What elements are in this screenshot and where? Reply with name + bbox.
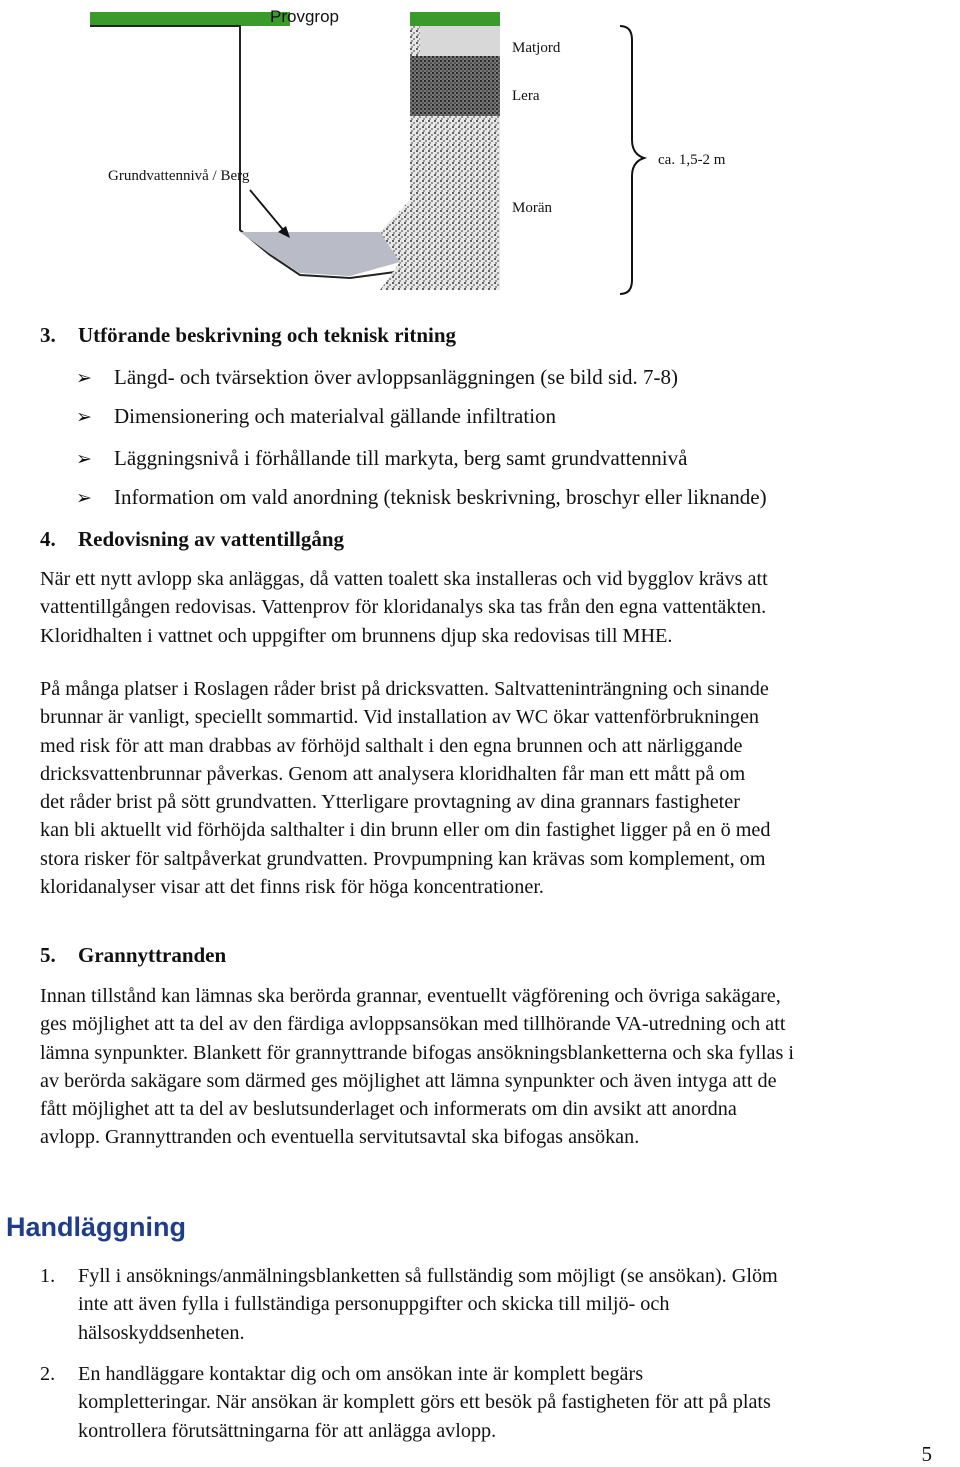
section-4-number: 4. (40, 527, 56, 551)
bullet-text: Information om vald anordning (teknisk beskrivning, broschyr eller liknande) (114, 485, 767, 509)
list-item-number: 1. (40, 1265, 56, 1287)
bullet-item (76, 403, 556, 430)
section-4-paragraph-2: På många platser i Roslagen råder brist på dricksvatten. Saltvatteninträngning och sinande brunnar är vanligt, speciellt sommartid. Vid installation av WC ökar vattenförbrukningen med risk för att man drabbas av förhöjd salthalt i den egna brunnen och att närliggande dricksvattenbrunnar påverkas. Genom att analysera kloridhalten får man ett mått på om det råder brist på sött grundvatten. Ytterligare provtagning av dina grannars fastigheter kan bli aktuellt vid förhöjda salthalter i din brunn eller om din fastighet ligger på en ö med stora risker för saltpåverkat grundvatten. Provpumpning kan krävas som komplement, om kloridanalyser visar att det finns risk för höga koncentrationer. (40, 678, 771, 899)
lera-layer (410, 56, 500, 116)
grass-left (90, 12, 290, 26)
depth-brace (620, 26, 644, 294)
water-area (240, 232, 400, 276)
arrow-bullet-icon: ➢ (76, 367, 92, 389)
bullet-item (76, 364, 678, 391)
section-4-paragraph-1: När ett nytt avlopp ska anläggas, då vatten toalett ska installeras och vid bygglov krävs att vattentillgången redovisas. Vattenprov för kloridanalys ska tas från den egna vattentäkten. Kloridhalten i vattnet och uppgifter om brunnens djup ska redovisas till MHE. (40, 568, 768, 647)
section-4-heading (40, 526, 344, 552)
section-5-number: 5. (40, 943, 56, 967)
label-moran: Morän (512, 200, 552, 216)
section-3-number: 3. (40, 323, 56, 347)
soil-profile-diagram (80, 0, 800, 300)
section-3-title: Utförande beskrivning och teknisk ritning (78, 323, 457, 347)
list-item-text: En handläggare kontaktar dig och om ansökan inte är komplett begärs kompletteringar. När ansökan är komplett görs ett besök på fastigheten för att på plats kontrollera förutsättningarna för att anlägga avlopp. (78, 1363, 771, 1442)
label-grundvatten: Grundvattennivå / Berg (108, 168, 250, 184)
section-4-title: Redovisning av vattentillgång (78, 527, 345, 551)
section-5-paragraph: Innan tillstånd kan lämnas ska berörda grannar, eventuellt vägförening och övriga sakägare, ges möjlighet att ta del av den färdiga avloppsansökan med tillhörande VA-utredning och att lämna synpunkter. Blankett för grannyttrande bifogas ansökningsblanketterna och ska fyllas i av berörda sakägare som därmed ges möjlighet att lämna synpunkter och även intyga att de fått möjlighet att ta del av beslutsunderlaget och informerats om din avsikt att anordna avlopp. Grannyttranden och eventuella servitutsavtal ska bifogas ansökan. (40, 985, 795, 1149)
list-item-text: Fyll i ansöknings/anmälningsblanketten så fullständig som möjligt (se ansökan). Glöm inte att även fylla i fullständiga personuppgifter och skicka till miljö- och hälsoskyddsenheten. (78, 1265, 778, 1344)
page-number: 5 (921, 1442, 932, 1466)
arrow-line (250, 190, 285, 232)
bullet-text: Läggningsnivå i förhållande till markyta, berg samt grundvattennivå (114, 446, 688, 470)
handlaggning-heading: Handläggning (6, 1212, 186, 1242)
provgrop-figure (80, 0, 800, 300)
label-depth: ca. 1,5-2 m (658, 152, 726, 168)
bullet-item (76, 484, 767, 511)
label-lera: Lera (512, 88, 540, 104)
section-5-heading (40, 942, 226, 968)
section-5-title: Grannyttranden (78, 943, 227, 967)
arrow-bullet-icon: ➢ (76, 448, 92, 470)
arrow-bullet-icon: ➢ (76, 406, 92, 428)
matjord-layer (420, 26, 500, 56)
section-3-heading (40, 322, 456, 348)
label-matjord: Matjord (512, 40, 561, 56)
bullet-text: Längd- och tvärsektion över avloppsanläggningen (se bild sid. 7-8) (114, 365, 678, 389)
bullet-text: Dimensionering och materialval gällande infiltration (114, 404, 557, 428)
figure-title: Provgrop (270, 7, 339, 26)
grass-right (410, 12, 500, 26)
arrow-bullet-icon: ➢ (76, 487, 92, 509)
bullet-item (76, 445, 687, 472)
list-item-number: 2. (40, 1363, 56, 1385)
